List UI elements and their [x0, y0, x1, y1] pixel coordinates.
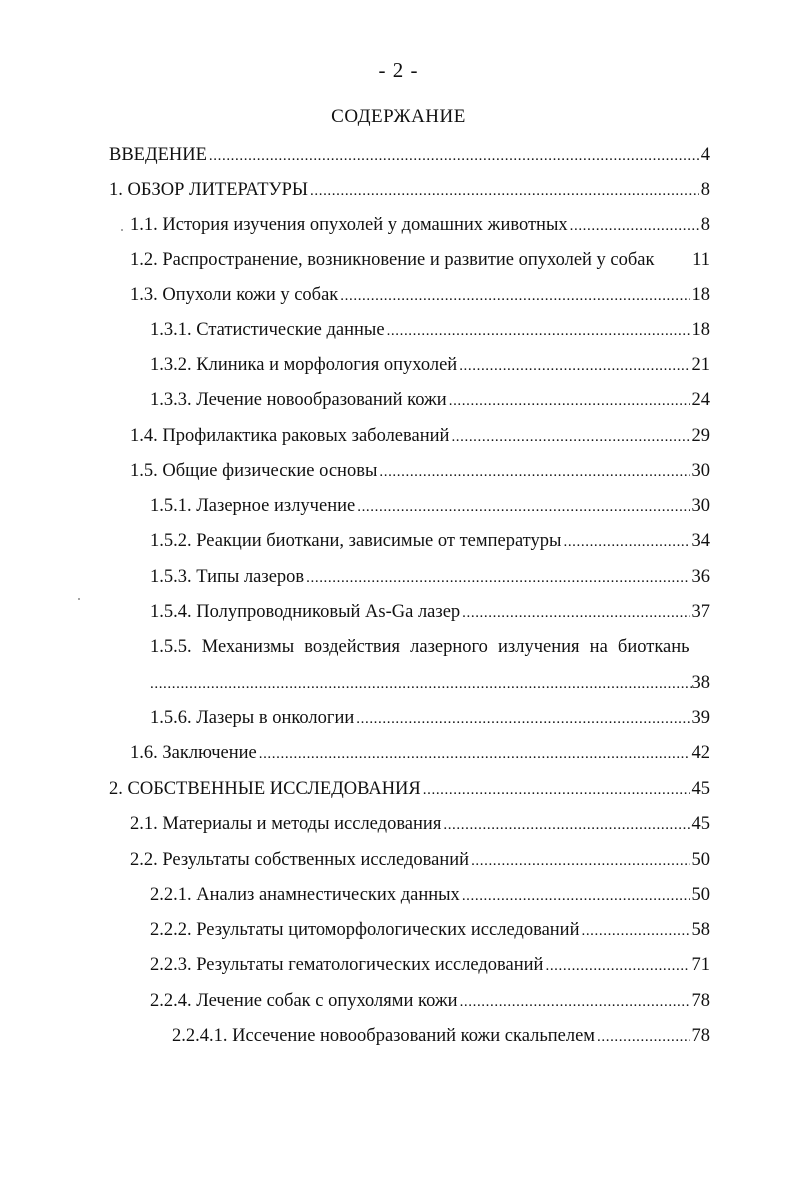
toc-entry-label: 1.3.1. Статистические данные — [150, 320, 385, 340]
toc-entry-label: 2. СОБСТВЕННЫЕ ИССЛЕДОВАНИЯ — [109, 779, 421, 799]
leader-dots — [462, 881, 690, 911]
toc-entry-label: 1.3. Опухоли кожи у собак — [130, 285, 339, 305]
toc-entry-page: 78 — [691, 1026, 710, 1046]
toc-entry-page: 38 — [691, 673, 710, 693]
toc-entry-1-5-4[interactable] — [150, 597, 710, 628]
toc-entry-page: 18 — [691, 320, 710, 340]
toc-entry-label: 1.5.5. Механизмы воздействия лазерного излучения на биоткань — [150, 637, 690, 657]
leader-dots — [310, 176, 699, 206]
leader-dots — [356, 704, 689, 734]
toc-entry-label: 1.5.2. Реакции биоткани, зависимые от температуры — [150, 531, 562, 551]
toc-entry-2-2[interactable] — [130, 845, 710, 876]
toc-entry-label: 1.6. Заключение — [130, 743, 257, 763]
toc-entry-2-2-1[interactable] — [150, 880, 710, 911]
toc-entry-2-2-2[interactable] — [150, 915, 710, 946]
toc-entry-page: 30 — [691, 461, 710, 481]
toc-entry-2-1[interactable] — [130, 809, 710, 840]
toc-entry-page: 45 — [691, 814, 710, 834]
toc-entry-1-5-6[interactable] — [150, 703, 710, 734]
leader-dots — [259, 739, 690, 769]
toc-entry-label: 2.2.3. Результаты гематологических исследований — [150, 955, 544, 975]
page-number: - 2 - — [378, 58, 419, 82]
scan-speck — [78, 598, 80, 600]
leader-dots — [423, 775, 690, 805]
scan-speck — [121, 229, 123, 231]
toc-entry-1-4[interactable] — [130, 421, 710, 452]
toc-entry-2-2-3[interactable] — [150, 950, 710, 981]
toc-entry-1-3[interactable] — [130, 280, 710, 311]
toc-entry-page: 4 — [700, 145, 710, 165]
toc-entry-1-5-3[interactable] — [150, 562, 710, 593]
leader-dots — [597, 1022, 689, 1052]
toc-entry-1-5-2[interactable] — [150, 526, 710, 557]
leader-dots — [443, 810, 689, 840]
leader-dots — [460, 987, 690, 1017]
leader-dots — [563, 527, 689, 557]
toc-entry-page: 8 — [700, 180, 710, 200]
toc-entry-page: 58 — [691, 920, 710, 940]
toc-entry-1-3-1[interactable] — [150, 315, 710, 346]
toc-entry-label: 1.4. Профилактика раковых заболеваний — [130, 426, 450, 446]
toc-entry-1-3-3[interactable] — [150, 385, 710, 416]
leader-dots — [209, 141, 699, 171]
leader-dots — [462, 598, 689, 628]
toc-entry-introduction[interactable] — [109, 140, 710, 171]
toc-entry-1-5-5[interactable] — [150, 632, 710, 662]
toc-entry-page: 42 — [691, 743, 710, 763]
toc-entry-page: 78 — [691, 991, 710, 1011]
toc-entry-page: 36 — [691, 567, 710, 587]
toc-entry-page: 11 — [692, 250, 710, 270]
toc-entry-label: 1.5.1. Лазерное излучение — [150, 496, 356, 516]
toc-entry-own-research[interactable] — [109, 774, 710, 805]
toc-entry-label: 1.5.6. Лазеры в онкологии — [150, 708, 355, 728]
toc-entry-page: 37 — [691, 602, 710, 622]
toc-entry-label: ВВЕДЕНИЕ — [109, 145, 207, 165]
leader-dots — [306, 563, 689, 593]
leader-dots — [471, 846, 689, 876]
toc-entry-page: 45 — [691, 779, 710, 799]
toc-entry-label: 1. ОБЗОР ЛИТЕРАТУРЫ — [109, 180, 309, 200]
leader-dots — [340, 281, 689, 311]
toc-entry-2-2-4[interactable] — [150, 986, 710, 1017]
leader-dots — [451, 422, 689, 452]
leader-dots — [449, 386, 690, 416]
toc-entry-2-2-4-1[interactable] — [172, 1021, 710, 1052]
toc-entry-page: 24 — [691, 390, 710, 410]
toc-entry-page: 30 — [691, 496, 710, 516]
toc-entry-label: 1.3.3. Лечение новообразований кожи — [150, 390, 447, 410]
toc-title: СОДЕРЖАНИЕ — [331, 106, 466, 127]
toc-entry-1-5-1[interactable] — [150, 491, 710, 522]
toc-entry-page: 29 — [691, 426, 710, 446]
toc-entry-label: 2.2. Результаты собственных исследований — [130, 850, 470, 870]
leader-dots — [150, 669, 692, 699]
toc-entry-page: 34 — [691, 531, 710, 551]
toc-entry-label: 1.5.3. Типы лазеров — [150, 567, 305, 587]
toc-entry-1-3-2[interactable] — [150, 350, 710, 381]
toc-entry-1-1[interactable] — [130, 210, 710, 241]
toc-entry-label: 2.1. Материалы и методы исследования — [130, 814, 442, 834]
toc-entry-label: 2.2.4. Лечение собак с опухолями кожи — [150, 991, 458, 1011]
toc-entry-literature-review[interactable] — [109, 175, 710, 206]
toc-entry-label: 1.5. Общие физические основы — [130, 461, 378, 481]
toc-entry-page: 8 — [700, 215, 710, 235]
toc-entry-label: 1.2. Распространение, возникновение и развитие опухолей у собак — [130, 250, 655, 270]
leader-dots — [387, 316, 690, 346]
toc-entry-label: 1.1. История изучения опухолей у домашних животных — [130, 215, 568, 235]
toc-entry-page: 18 — [691, 285, 710, 305]
toc-entry-1-5[interactable] — [130, 456, 710, 487]
leader-dots — [545, 951, 689, 981]
leader-dots — [459, 351, 689, 381]
toc-entry-page: 39 — [691, 708, 710, 728]
toc-entry-page: 71 — [691, 955, 710, 975]
toc-entry-1-5-5-continuation[interactable] — [150, 668, 710, 699]
leader-dots — [581, 916, 689, 946]
toc-entry-label: 2.2.4.1. Иссечение новообразований кожи скальпелем — [172, 1026, 596, 1046]
toc-entry-1-2[interactable] — [130, 245, 710, 275]
leader-dots — [357, 492, 689, 522]
toc-entry-label: 2.2.1. Анализ анамнестических данных — [150, 885, 460, 905]
toc-entry-page: 21 — [691, 355, 710, 375]
toc-entry-label: 1.3.2. Клиника и морфология опухолей — [150, 355, 458, 375]
toc-entry-label: 1.5.4. Полупроводниковый As-Ga лазер — [150, 602, 461, 622]
leader-dots — [570, 211, 699, 241]
toc-entry-1-6[interactable] — [130, 738, 710, 769]
toc-entry-page: 50 — [691, 850, 710, 870]
leader-dots — [379, 457, 689, 487]
toc-entry-page: 50 — [691, 885, 710, 905]
toc-entry-label: 2.2.2. Результаты цитоморфологических исследований — [150, 920, 580, 940]
